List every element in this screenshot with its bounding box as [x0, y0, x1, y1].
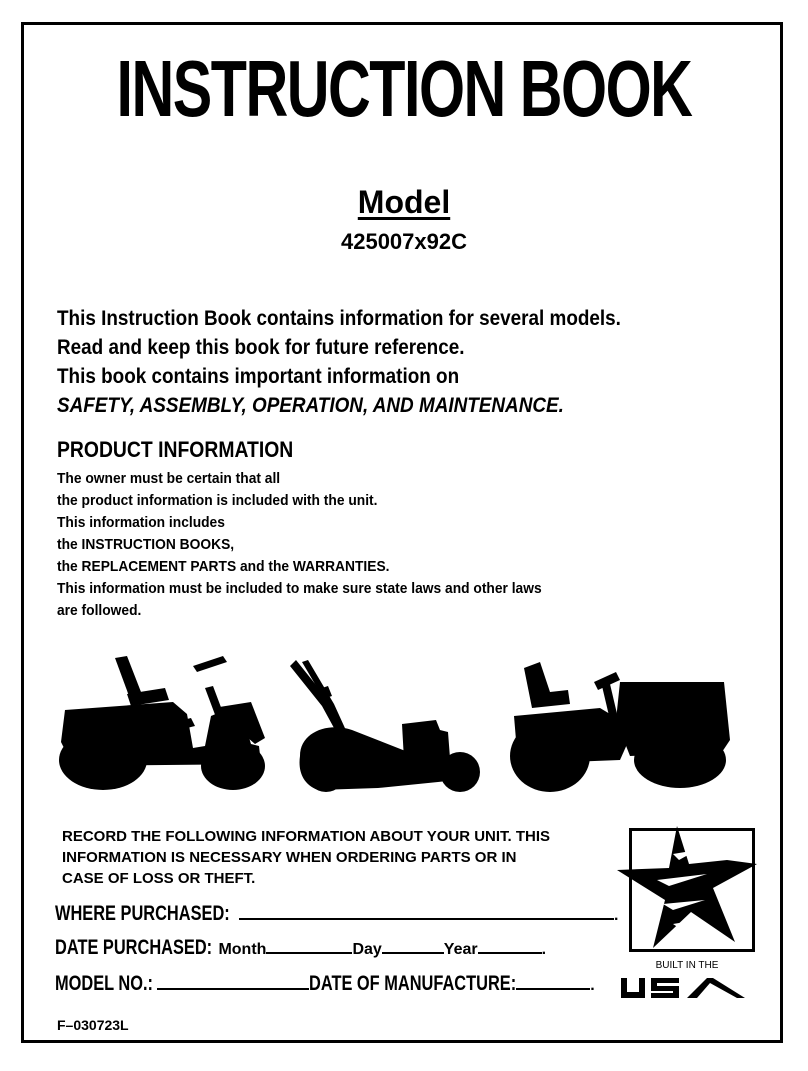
product-information-body	[57, 468, 757, 622]
month-label: Month	[218, 941, 267, 958]
star-icon	[617, 824, 757, 954]
usa-wordmark	[617, 974, 757, 1000]
model-manufacture-row	[55, 970, 595, 996]
record-notice-line: CASE OF LOSS OR THEFT.	[62, 870, 256, 887]
date-of-manufacture-label: DATE OF MANUFACTURE:	[308, 972, 516, 995]
day-input[interactable]	[382, 934, 444, 954]
year-input[interactable]	[478, 934, 542, 954]
usa-text: USA	[687, 994, 690, 995]
model-no-label: MODEL NO.:	[55, 972, 153, 995]
model-no-input[interactable]	[157, 970, 309, 990]
day-label: Day	[352, 941, 382, 958]
document-title: INSTRUCTION BOOK	[116, 44, 692, 133]
intro-line: This Instruction Book contains information for several models.	[57, 307, 621, 330]
date-purchased-label: DATE PURCHASED:	[55, 936, 213, 959]
model-number: 425007x92C	[340, 229, 467, 254]
where-purchased-row	[55, 900, 618, 926]
period: .	[590, 977, 595, 994]
product-information-heading: PRODUCT INFORMATION	[57, 437, 294, 462]
riding-tractor-icon	[55, 652, 270, 792]
product-info-line: This information must be included to make sure state laws and other laws	[57, 580, 542, 597]
built-in-the-caption: BUILT IN THE	[655, 960, 719, 971]
form-number: F–030723L	[57, 1017, 129, 1033]
month-input[interactable]	[266, 934, 352, 954]
built-in-usa-logo	[617, 828, 757, 1003]
year-label: Year	[443, 941, 478, 958]
where-purchased-label: WHERE PURCHASED:	[55, 902, 230, 925]
push-mower-icon	[288, 660, 483, 795]
product-info-line: the INSTRUCTION BOOKS,	[57, 536, 235, 553]
period: .	[614, 907, 619, 924]
date-purchased-row	[55, 934, 546, 960]
model-label: Model	[357, 184, 451, 220]
product-info-line: are followed.	[57, 602, 142, 619]
intro-text	[57, 304, 757, 420]
date-of-manufacture-input[interactable]	[516, 970, 590, 990]
intro-line: Read and keep this book for future reference.	[57, 336, 465, 359]
product-info-line: the product information is included with the unit.	[57, 492, 378, 509]
record-notice-line: RECORD THE FOLLOWING INFORMATION ABOUT YOUR UNIT. THIS	[62, 828, 551, 845]
lawn-tractor-icon	[510, 660, 735, 795]
period: .	[541, 941, 547, 958]
record-notice	[62, 826, 622, 889]
record-notice-line: INFORMATION IS NECESSARY WHEN ORDERING PARTS OR IN	[62, 849, 517, 866]
intro-line: This book contains important information on	[57, 365, 460, 388]
product-info-line: the REPLACEMENT PARTS and the WARRANTIES.	[57, 558, 390, 575]
product-info-line: The owner must be certain that all	[57, 470, 281, 487]
product-info-line: This information includes	[57, 514, 225, 531]
where-purchased-input[interactable]	[239, 900, 614, 920]
intro-emphasis-line: SAFETY, ASSEMBLY, OPERATION, AND MAINTENANCE.	[57, 394, 564, 417]
